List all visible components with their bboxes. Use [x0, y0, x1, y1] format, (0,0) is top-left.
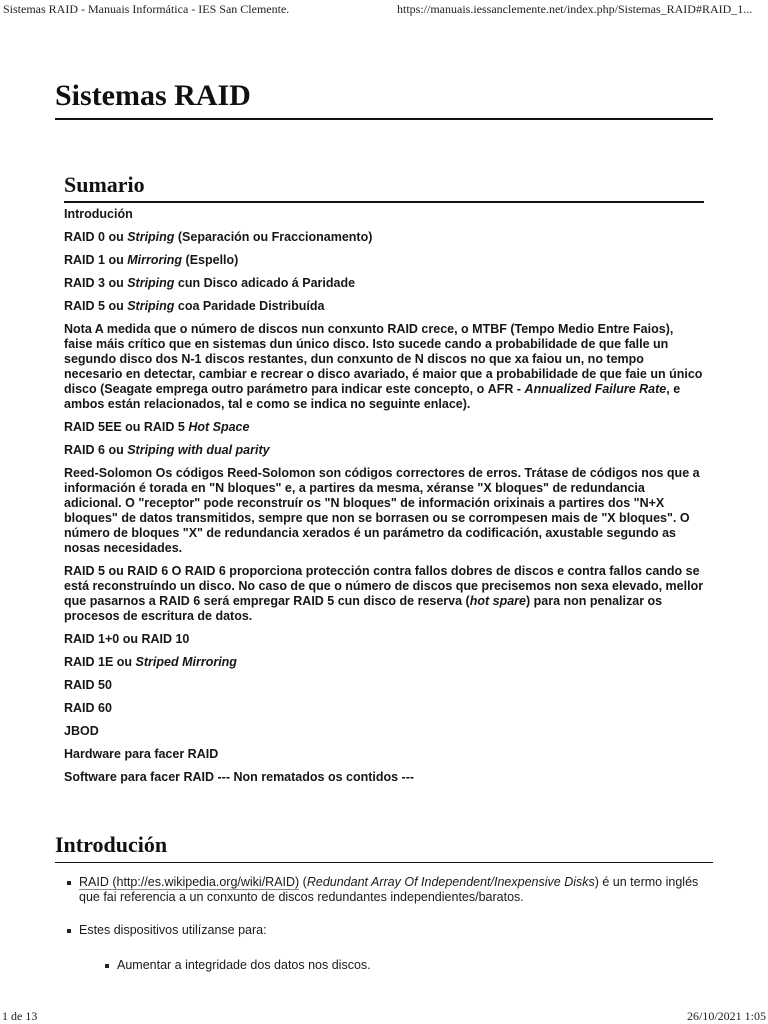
- sub-list: [93, 958, 713, 973]
- toc-item-introducion[interactable]: Introdución: [64, 207, 133, 221]
- toc-item-nota[interactable]: Nota A medida que o número de discos nun conxunto RAID crece, o MTBF (Tempo Medio Entre Faios), faise máis crítico que en sistemas dun único disco. Isto sucede cando a probabilidade de que falle un segundo disco dos N-1 discos restantes, dun conxunto de N discos no que xa faiou un, no tempo necesario en detectar, cambiar e recrear o disco avariado, é maior que a probabilidade de que faie un único disco (Seagate emprega outro parámetro para indicar este concepto, o AFR - Annualized Failure Rate, e ambos están relacionados, tal e como se indica no seguinte enlace).: [64, 322, 703, 411]
- toc-item-software-raid[interactable]: Software para facer RAID --- Non rematados os contidos ---: [64, 770, 415, 784]
- toc-item-raid5[interactable]: RAID 5 ou Striping coa Paridade Distribuída: [64, 299, 325, 313]
- toc-item-raid50[interactable]: RAID 50: [64, 678, 112, 692]
- toc-item-raid0[interactable]: RAID 0 ou Striping (Separación ou Fraccionamento): [64, 230, 373, 244]
- print-header-url: https://manuais.iessanclemente.net/index.php/Sistemas_RAID#RAID_1...: [397, 2, 753, 16]
- print-header: [0, 0, 768, 18]
- toc-item-jbod[interactable]: JBOD: [64, 724, 99, 738]
- list-item: Aumentar a integridade dos datos nos discos.: [117, 958, 713, 973]
- page-number: 1 de 13: [2, 1009, 38, 1023]
- toc-item-reed-solomon[interactable]: Reed-Solomon Os códigos Reed-Solomon son códigos correctores de erros. Trátase de códigos nos que a información é torada en "N bloques" e, a partires da mesma, xéranse "X bloques" de redundancia adicional. O "receptor" pode reconstruír os "N bloques" de información orixinais a partires dos "N+X bloques" de datos transmitidos, sempre que non se borrasen ou se corrompesen mais de "X bloques". O número de bloques "X" de redundancia xerados é un parámetro da codificación, axustable segundo as nosas necesidades.: [64, 466, 700, 555]
- toc-item-raid5-or-raid6[interactable]: RAID 5 ou RAID 6 O RAID 6 proporciona protección contra fallos dobres de discos e contra fallos cando se está reconstruíndo un disco. No caso de que o número de discos que precisemos non sexa elevado, mellor que pasarnos a RAID 6 será empregar RAID 5 cun disco de reserva (hot spare) para non penalizar os procesos de escritura de datos.: [64, 564, 704, 623]
- table-of-contents: [64, 170, 704, 793]
- raid-wikipedia-link[interactable]: RAID (http://es.wikipedia.org/wiki/RAID): [79, 875, 300, 889]
- list-item: Estes dispositivos utilízanse para: Aumentar a integridade dos datos nos discos.: [79, 923, 713, 973]
- toc-item-raid5ee[interactable]: RAID 5EE ou RAID 5 Hot Space: [64, 420, 250, 434]
- page-title: Sistemas RAID: [55, 76, 713, 120]
- toc-item-raid1e[interactable]: RAID 1E ou Striped Mirroring: [64, 655, 237, 669]
- print-footer: [0, 1009, 768, 1024]
- print-header-title: Sistemas RAID - Manuais Informática - IES San Clemente.: [3, 2, 290, 16]
- toc-item-raid60[interactable]: RAID 60: [64, 701, 112, 715]
- introduction-section: [55, 830, 713, 991]
- toc-list: [64, 207, 704, 785]
- toc-item-raid1[interactable]: RAID 1 ou Mirroring (Espello): [64, 253, 239, 267]
- intro-heading: Introdución: [55, 830, 713, 863]
- toc-item-raid3[interactable]: RAID 3 ou Striping cun Disco adicado á Paridade: [64, 276, 356, 290]
- intro-list: [55, 875, 713, 973]
- toc-item-hardware-raid[interactable]: Hardware para facer RAID: [64, 747, 219, 761]
- toc-heading: Sumario: [64, 170, 704, 203]
- list-item: RAID (http://es.wikipedia.org/wiki/RAID) (Redundant Array Of Independent/Inexpensive Disks) é un termo inglés que fai referencia a un conxunto de discos redundantes independientes/baratos.: [79, 875, 713, 905]
- toc-item-raid10[interactable]: RAID 1+0 ou RAID 10: [64, 632, 190, 646]
- toc-item-raid6[interactable]: RAID 6 ou Striping with dual parity: [64, 443, 270, 457]
- print-date: 26/10/2021 1:05: [686, 1009, 766, 1023]
